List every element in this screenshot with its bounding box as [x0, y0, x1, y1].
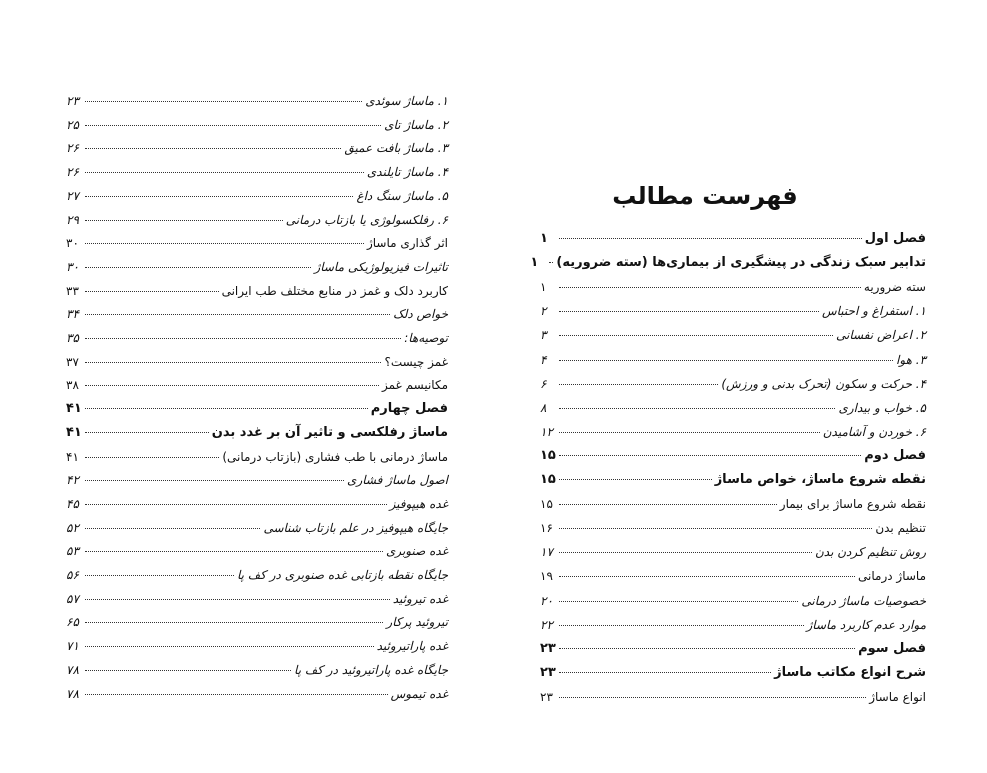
toc-entry-title: غده هیپوفیز: [389, 496, 448, 511]
dot-leader: [85, 338, 401, 339]
dot-leader: [559, 672, 771, 673]
toc-entry: [66, 519, 448, 537]
toc-entry-title: ۳. ماساژ بافت عمیق: [344, 141, 448, 156]
toc-entry-page: ۲۳: [540, 640, 556, 656]
toc-entry-title: تیروئید پرکار: [386, 615, 448, 630]
toc-entry-title: ۲. ماساژ تای: [384, 117, 448, 132]
toc-entry: [66, 542, 448, 560]
toc-entry: [540, 423, 926, 441]
toc-entry-page: ۲۳: [540, 689, 553, 704]
dot-leader: [85, 101, 362, 102]
toc-entry-page: ۲۳: [66, 94, 79, 108]
toc-entry: [66, 448, 448, 466]
toc-entry: [66, 163, 448, 181]
toc-entry-title: مکانیسم غمز: [381, 378, 448, 393]
toc-entry-page: ۸: [540, 400, 547, 415]
dot-leader: [559, 287, 861, 288]
dot-leader: [85, 267, 311, 268]
toc-entry-title: ۴. ماساژ تایلندی: [366, 165, 448, 180]
dot-leader: [559, 384, 718, 385]
dot-leader: [85, 148, 341, 149]
dot-leader: [85, 528, 260, 529]
toc-entry: [540, 543, 926, 561]
toc-entry-title: ۳. هوا: [896, 352, 926, 367]
toc-entry-title: موارد عدم کاربرد ماساژ: [806, 617, 926, 632]
toc-entry-title: ۱. استفراغ و احتباس: [822, 304, 926, 319]
toc-entry-page: ۶۵: [66, 615, 79, 630]
dot-leader: [559, 625, 804, 626]
dot-leader: [559, 432, 820, 433]
toc-entry-title: ماساژ درمانی: [858, 569, 926, 584]
toc-entry-page: ۵۶: [66, 568, 79, 582]
dot-leader: [549, 262, 553, 263]
dot-leader: [85, 220, 283, 221]
toc-entry-page: ۳۳: [66, 283, 79, 298]
dot-leader: [559, 335, 833, 336]
toc-entry: [66, 661, 448, 679]
toc-entry-title: توصیه‌ها:: [404, 331, 448, 345]
toc-entry-page: ۱۵: [540, 472, 556, 487]
toc-entry-title: نقطه شروع ماساژ برای بیمار: [779, 497, 926, 512]
toc-entry: [66, 495, 448, 513]
toc-entry-title: ۵. خواب و بیداری: [838, 400, 926, 415]
toc-entry-page: ۲۲: [540, 617, 553, 632]
toc-entry-page: ۷۸: [66, 686, 79, 701]
toc-entry: [540, 230, 926, 248]
dot-leader: [85, 457, 219, 458]
toc-entry-title: نقطه شروع ماساژ، خواص ماساژ: [714, 472, 926, 487]
toc-entry-title: شرح انواع مکاتب ماساژ: [774, 664, 926, 680]
toc-entry: [66, 187, 448, 205]
toc-entry-page: ۷۱: [66, 639, 79, 654]
toc-entry-title: تاثیرات فیزیولوژیکی ماساژ: [314, 259, 448, 274]
toc-entry-title: ماساژ درمانی با طب فشاری (بازتاب درمانی): [222, 449, 448, 464]
toc-entry-title: ۶. رفلکسولوژی یا بازتاب درمانی: [285, 212, 448, 227]
dot-leader: [85, 694, 388, 695]
toc-entry-title: خواص دلک: [392, 307, 448, 322]
toc-entry-title: غمز چیست؟: [384, 354, 448, 369]
toc-entry: [540, 519, 926, 537]
toc-entry-title: ۲. اعراض نفسانی: [836, 328, 926, 343]
toc-entry-title: تنظیم بدن: [875, 521, 926, 536]
dot-leader: [85, 480, 344, 481]
toc-entry-page: ۲۶: [66, 141, 79, 156]
toc-entry-title: ۱. ماساژ سوئدی: [365, 94, 448, 108]
toc-entry-title: اصول ماساژ فشاری: [347, 473, 448, 488]
toc-entry: [540, 471, 926, 489]
toc-entry-page: ۳۸: [66, 378, 79, 393]
toc-entry: [66, 139, 448, 157]
toc-entry-page: ۴۱: [66, 424, 82, 440]
toc-entry: [540, 375, 926, 393]
dot-leader: [85, 291, 219, 292]
toc-entry: [66, 211, 448, 229]
toc-entry: [66, 471, 448, 489]
toc-entry: [540, 399, 926, 417]
toc-entry-title: ماساژ رفلکسی و تاثیر آن بر غدد بدن: [211, 424, 448, 440]
toc-entry: [66, 424, 448, 442]
toc-entry-page: ۲۳: [540, 664, 556, 680]
toc-entry: [66, 566, 448, 584]
toc-entry-page: ۴۱: [66, 449, 79, 464]
toc-entry: [66, 329, 448, 347]
dot-leader: [85, 551, 383, 552]
dot-leader: [85, 362, 381, 363]
toc-entry-title: روش تنظیم کردن بدن: [814, 545, 926, 560]
toc-entry-page: ۵۷: [66, 591, 79, 606]
toc-entry-title: جایگاه غده پاراتیروئید در کف پا: [294, 662, 448, 677]
toc-entry: [66, 92, 448, 110]
toc-entry: [66, 613, 448, 631]
dot-leader: [85, 196, 353, 197]
toc-entry: [540, 302, 926, 320]
toc-entry-page: ۱۹: [540, 569, 553, 584]
dot-leader: [85, 408, 368, 409]
toc-entry-title: جایگاه نقطه بازتابی غده صنوبری در کف پا: [237, 568, 448, 582]
toc-entry: [66, 282, 448, 300]
toc-entry-page: ۳۴: [66, 307, 79, 322]
dot-leader: [85, 125, 381, 126]
toc-entry: [540, 447, 926, 465]
toc-entry-page: ۱۵: [540, 447, 556, 463]
dot-leader: [559, 648, 855, 649]
toc-entry-title: غده تیموس: [390, 686, 448, 701]
toc-entry: [66, 637, 448, 655]
toc-entry-page: ۱: [530, 255, 539, 271]
toc-entry-title: فصل چهارم: [370, 401, 448, 417]
toc-entry-title: غده پاراتیروئید: [376, 639, 448, 654]
toc-entry-title: کاربرد دلک و غمز در منابع مختلف طب ایرانی: [221, 283, 448, 298]
toc-entry-page: ۱۶: [540, 521, 553, 536]
toc-entry-title: جایگاه هیپوفیز در علم بازتاب شناسی: [263, 520, 448, 535]
dot-leader: [559, 311, 819, 312]
toc-entry-page: ۲: [540, 304, 547, 319]
page-title: فهرست مطالب: [612, 182, 798, 210]
dot-leader: [559, 238, 862, 239]
dot-leader: [85, 243, 364, 244]
toc-entry-title: ۴. حرکت و سکون (تحرک بدنی و ورزش): [721, 376, 926, 391]
dot-leader: [85, 314, 390, 315]
dot-leader: [559, 528, 872, 529]
toc-entry-page: ۱۵: [540, 497, 553, 512]
toc-entry-page: ۶: [540, 376, 547, 391]
dot-leader: [559, 601, 798, 602]
toc-entry-title: غده تیروئید: [392, 591, 448, 606]
toc-entry: [66, 353, 448, 371]
dot-leader: [559, 552, 812, 553]
dot-leader: [559, 504, 777, 505]
toc-entry-title: ۶. خوردن و آشامیدن: [822, 424, 926, 439]
toc-entry: [540, 326, 926, 344]
toc-entry-title: ۵. ماساژ سنگ داغ: [356, 188, 448, 203]
toc-entry-page: ۵۳: [66, 544, 79, 559]
toc-entry-page: ۴۲: [66, 473, 79, 488]
toc-entry-title: سته ضروریه: [863, 280, 926, 295]
toc-entry-page: ۳۰: [66, 259, 79, 274]
toc-entry-page: ۳۰: [66, 236, 79, 251]
toc-entry: [540, 567, 926, 585]
toc-entry: [66, 116, 448, 134]
toc-entry-page: ۵۲: [66, 520, 79, 535]
dot-leader: [559, 360, 893, 361]
dot-leader: [85, 646, 374, 647]
dot-leader: [85, 432, 209, 433]
toc-entry: [540, 592, 926, 610]
toc-entry: [66, 305, 448, 323]
toc-entry-page: ۲۶: [66, 165, 79, 180]
toc-entry-title: فصل اول: [864, 231, 926, 246]
toc-entry-page: ۲۰: [540, 593, 553, 608]
toc-entry-page: ۱: [540, 231, 548, 246]
toc-entry: [66, 234, 448, 252]
toc-entry-page: ۲۹: [66, 212, 79, 227]
toc-entry-page: ۴: [540, 352, 547, 367]
toc-entry: [66, 376, 448, 394]
toc-entry-title: انواع ماساژ: [869, 689, 926, 704]
toc-entry: [540, 616, 926, 634]
toc-entry-title: تدابیر سبک زندگی در پیشگیری از بیماری‌ها (سته ضروریه): [556, 255, 926, 271]
toc-entry: [530, 254, 926, 272]
dot-leader: [85, 670, 291, 671]
toc-entry-title: فصل دوم: [864, 447, 926, 463]
dot-leader: [559, 408, 835, 409]
toc-entry-page: ۲۷: [66, 188, 79, 203]
toc-entry: [540, 351, 926, 369]
toc-entry: [66, 258, 448, 276]
toc-entry-title: خصوصیات ماساژ درمانی: [801, 593, 926, 608]
toc-entry-page: ۳: [540, 328, 547, 343]
toc-entry: [540, 640, 926, 658]
dot-leader: [85, 575, 234, 576]
toc-entry: [540, 688, 926, 706]
dot-leader: [85, 172, 364, 173]
toc-entry: [66, 685, 448, 703]
dot-leader: [85, 622, 383, 623]
toc-entry: [540, 495, 926, 513]
toc-entry-title: فصل سوم: [858, 640, 926, 656]
dot-leader: [85, 385, 379, 386]
dot-leader: [559, 576, 855, 577]
toc-entry-page: ۴۱: [66, 401, 82, 417]
toc-entry-page: ۲۵: [66, 117, 79, 132]
dot-leader: [559, 479, 712, 480]
toc-entry-page: ۷۸: [66, 662, 79, 677]
dot-leader: [559, 697, 866, 698]
dot-leader: [85, 504, 387, 505]
toc-entry-page: ۱۲: [540, 424, 553, 439]
toc-entry-page: ۱: [540, 280, 547, 295]
toc-entry-page: ۳۵: [66, 331, 79, 345]
toc-entry-page: ۱۷: [540, 545, 553, 560]
toc-entry: [540, 278, 926, 296]
toc-entry: [66, 590, 448, 608]
toc-entry-title: اثر گذاری ماساژ: [366, 236, 448, 251]
toc-entry: [66, 400, 448, 418]
toc-entry: [540, 664, 926, 682]
toc-entry-page: ۴۵: [66, 496, 79, 511]
toc-entry-page: ۳۷: [66, 354, 79, 369]
dot-leader: [559, 455, 861, 456]
dot-leader: [85, 599, 390, 600]
toc-entry-title: غده صنوبری: [385, 544, 448, 559]
